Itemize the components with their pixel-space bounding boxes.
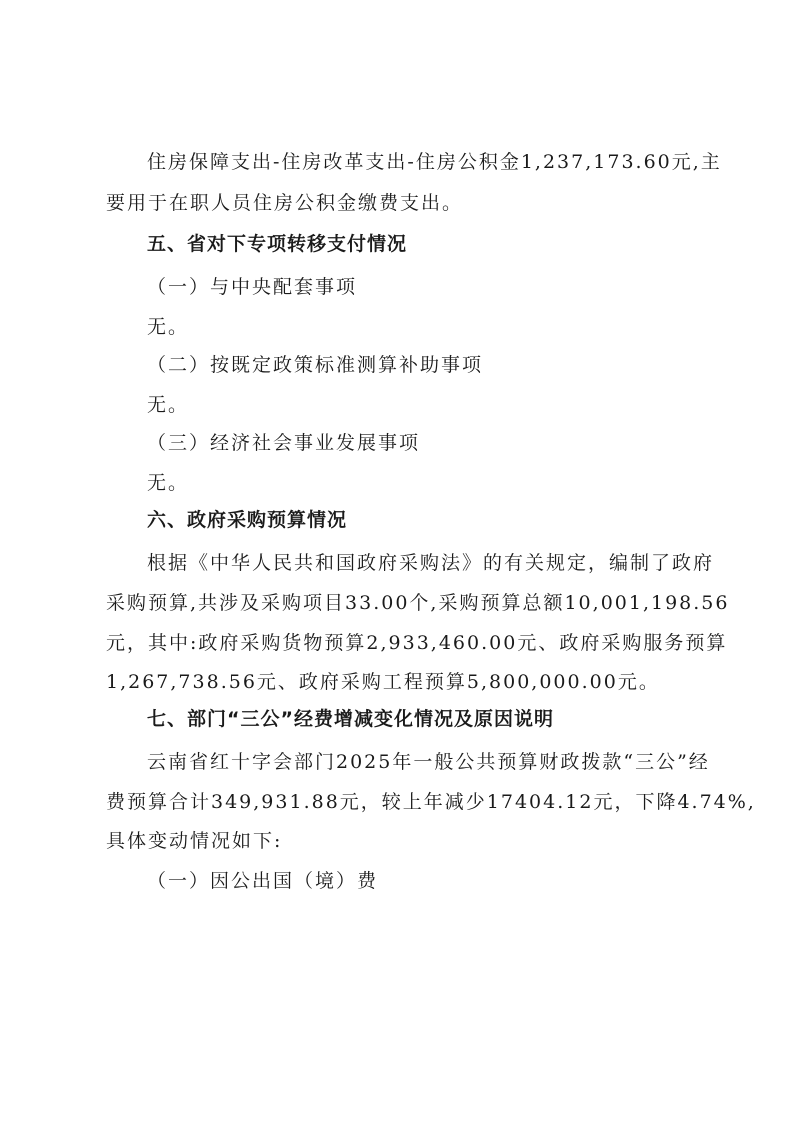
section-7-heading: 七、部门“三公”经费增减变化情况及原因说明 <box>147 708 554 730</box>
section-5-heading: 五、省对下专项转移支付情况 <box>147 233 408 255</box>
section-6-line-2: 采购预算,共涉及采购项目33.00个,采购预算总额10,001,198.56 <box>106 592 730 614</box>
section-6-line-1: 根据《中华人民共和国政府采购法》的有关规定，编制了政府 <box>147 552 715 574</box>
section-5-none-2: 无。 <box>147 394 190 416</box>
section-5-subheading-3: （三）经济社会事业发展事项 <box>147 432 421 454</box>
housing-paragraph-line-1: 住房保障支出-住房改革支出-住房公积金1,237,173.60元,主 <box>147 151 722 173</box>
section-5-none-3: 无。 <box>147 472 190 494</box>
section-5-subheading-1: （一）与中央配套事项 <box>147 276 358 298</box>
section-6-line-3: 元，其中:政府采购货物预算2,933,460.00元、政府采购服务预算 <box>106 632 728 654</box>
section-7-line-1: 云南省红十字会部门2025年一般公共预算财政拨款“三公”经 <box>147 751 710 773</box>
section-6-heading: 六、政府采购预算情况 <box>147 509 348 531</box>
housing-paragraph-line-2: 要用于在职人员住房公积金缴费支出。 <box>106 192 464 214</box>
section-6-line-4: 1,267,738.56元、政府采购工程预算5,800,000.00元。 <box>106 671 660 693</box>
section-5-none-1: 无。 <box>147 316 190 338</box>
section-7-line-3: 具体变动情况如下: <box>106 830 283 852</box>
section-7-subheading-1: （一）因公出国（境）费 <box>147 870 379 892</box>
section-5-subheading-2: （二）按既定政策标准测算补助事项 <box>147 354 484 376</box>
section-7-line-2: 费预算合计349,931.88元，较上年减少17404.12元，下降4.74%, <box>106 791 756 813</box>
